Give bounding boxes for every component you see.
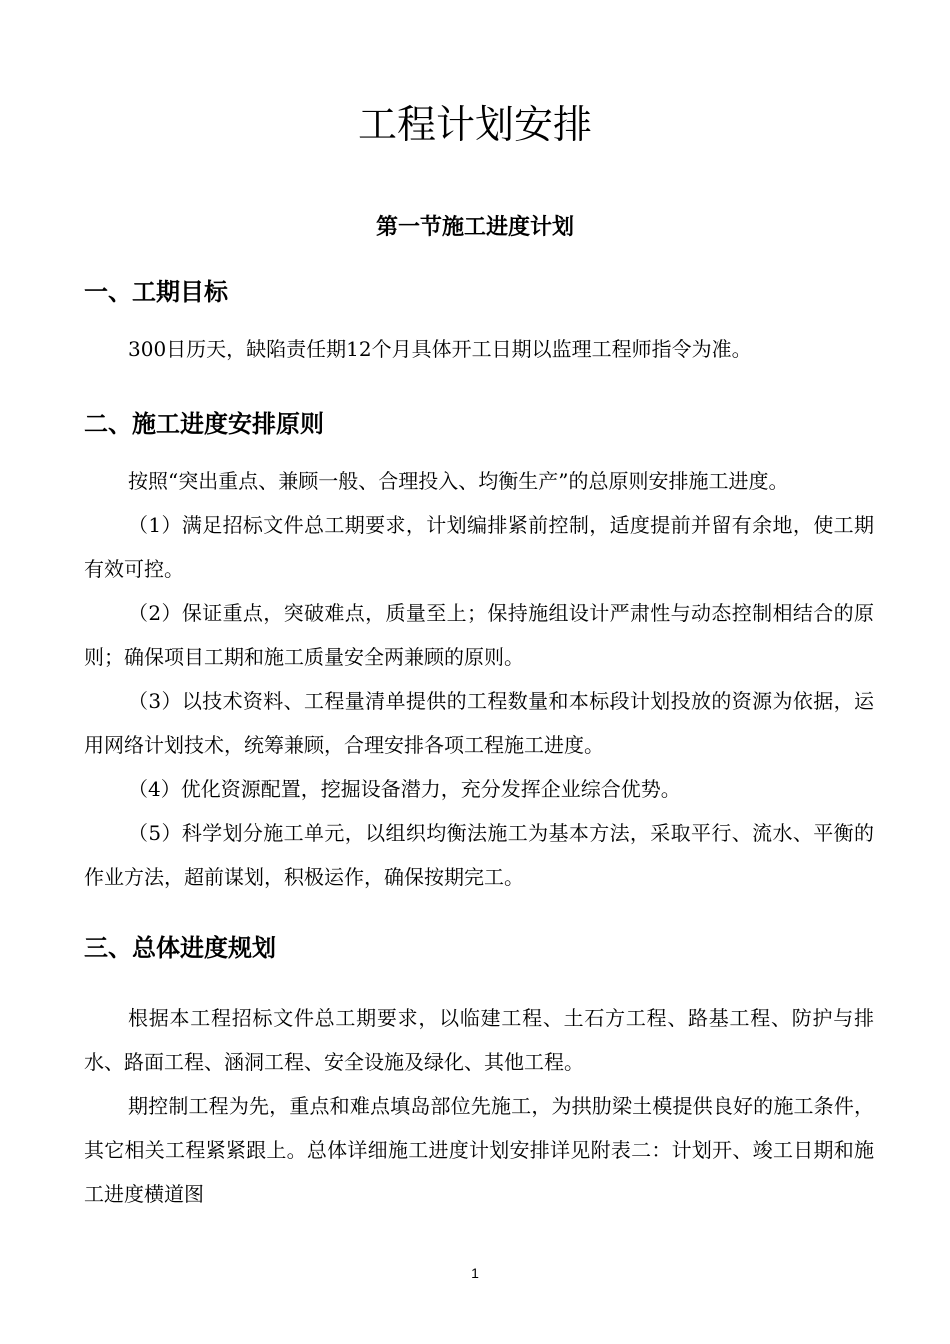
paragraph-principle-3: （3）以技术资料、工程量清单提供的工程数量和本标段计划投放的资源为依据，运用网络计划技术，统筹兼顾，合理安排各项工程施工进度。 xyxy=(84,689,874,757)
page-number: 1 xyxy=(471,1265,479,1281)
section-title: 第一节施工进度计划 xyxy=(375,215,574,240)
document-title: 工程计划安排 xyxy=(357,103,592,148)
paragraph-principle-2: （2）保证重点，突破难点，质量至上；保持施组设计严肃性与动态控制相结合的原则；确保项目工期和施工质量安全两兼顾的原则。 xyxy=(84,601,874,669)
heading-schedule-goal: 一、工期目标 xyxy=(84,277,228,306)
paragraph-schedule-goal: 300日历天，缺陷责任期12个月具体开工日期以监理工程师指令为准。 xyxy=(128,337,752,361)
paragraph-principle-5: （5）科学划分施工单元，以组织均衡法施工为基本方法，采取平行、流水、平衡的作业方法，超前谋划，积极运作，确保按期完工。 xyxy=(84,821,874,889)
paragraph-principle-intro: 按照“突出重点、兼顾一般、合理投入、均衡生产”的总原则安排施工进度。 xyxy=(128,469,789,493)
heading-scheduling-principles: 二、施工进度安排原则 xyxy=(84,409,324,438)
paragraph-overall-plan-2: 期控制工程为先，重点和难点填岛部位先施工，为拱肋梁土模提供良好的施工条件，其它相关工程紧紧跟上。总体详细施工进度计划安排详见附表二：计划开、竣工日期和施工进度横道图 xyxy=(84,1094,874,1206)
paragraph-overall-plan-1: 根据本工程招标文件总工期要求，以临建工程、土石方工程、路基工程、防护与排水、路面工程、涵洞工程、安全设施及绿化、其他工程。 xyxy=(84,1006,874,1074)
heading-overall-plan: 三、总体进度规划 xyxy=(84,933,276,962)
paragraph-principle-1: （1）满足招标文件总工期要求，计划编排紧前控制，适度提前并留有余地，使工期有效可控。 xyxy=(84,513,874,581)
paragraph-principle-4: （4）优化资源配置，挖掘设备潜力，充分发挥企业综合优势。 xyxy=(128,777,681,801)
